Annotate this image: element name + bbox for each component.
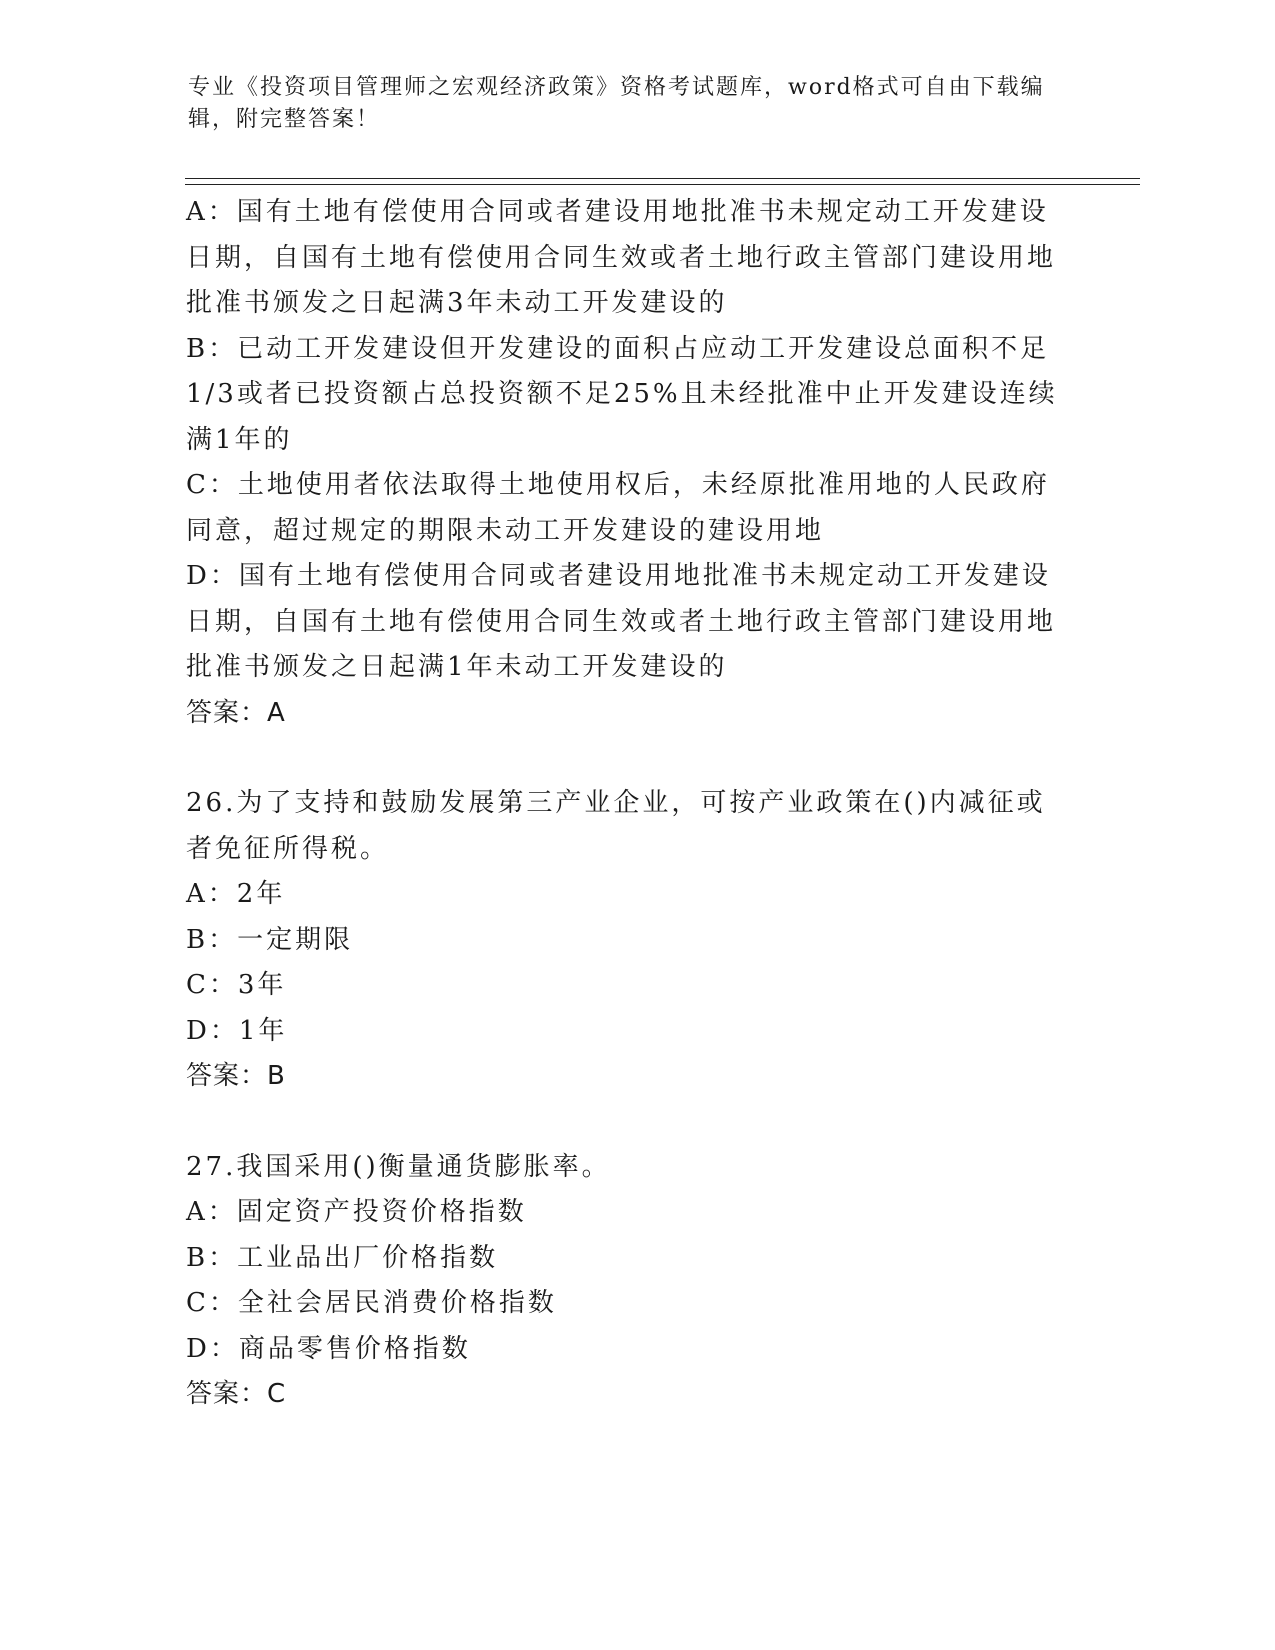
option-a: A：固定资产投资价格指数 [186, 1197, 527, 1227]
question-26-block [186, 781, 1066, 1100]
option-a: A：2年 [186, 879, 286, 909]
option-d: D：国有土地有偿使用合同或者建设用地批准书未规定动工开发建设日期，自国有土地有偿使用合同生效或者土地行政主管部门建设用地批准书颁发之日起满1年未动工开发建设的 [186, 561, 1057, 682]
option-d: D：商品零售价格指数 [186, 1333, 471, 1364]
option-b: B：一定期限 [186, 924, 354, 955]
answer-line: 答案：A [186, 697, 286, 728]
option-b: B：工业品出厂价格指数 [186, 1242, 499, 1273]
option-c: C：土地使用者依法取得土地使用权后，未经原批准用地的人民政府同意，超过规定的期限未动工开发建设的建设用地 [186, 470, 1050, 546]
question-text: 26.为了支持和鼓励发展第三产业企业，可按产业政策在()内减征或者免征所得税。 [186, 788, 1046, 864]
spacer [186, 736, 1066, 781]
option-c: C：3年 [186, 970, 287, 1000]
option-a: A：国有土地有偿使用合同或者建设用地批准书未规定动工开发建设日期，自国有土地有偿使用合同生效或者土地行政主管部门建设用地批准书颁发之日起满3年未动工开发建设的 [186, 197, 1057, 318]
option-b: B：已动工开发建设但开发建设的面积占应动工开发建设总面积不足1/3或者已投资额占总投资额不足25%且未经批准中止开发建设连续满1年的 [186, 333, 1058, 455]
answer-line: 答案：C [186, 1379, 287, 1409]
header-rule-top [185, 178, 1140, 179]
question-content [186, 190, 1066, 1418]
option-c: C：全社会居民消费价格指数 [186, 1288, 557, 1318]
question-25-block [186, 190, 1066, 736]
question-text: 27.我国采用()衡量通货膨胀率。 [186, 1151, 611, 1182]
option-d: D：1年 [186, 1015, 288, 1046]
spacer [186, 1100, 1066, 1145]
header-rule-bottom [185, 184, 1140, 185]
question-27-block [186, 1145, 1066, 1418]
document-header: 专业《投资项目管理师之宏观经济政策》资格考试题库，word格式可自由下载编辑，附完整答案！ [188, 75, 1045, 132]
answer-line: 答案：B [186, 1061, 286, 1091]
